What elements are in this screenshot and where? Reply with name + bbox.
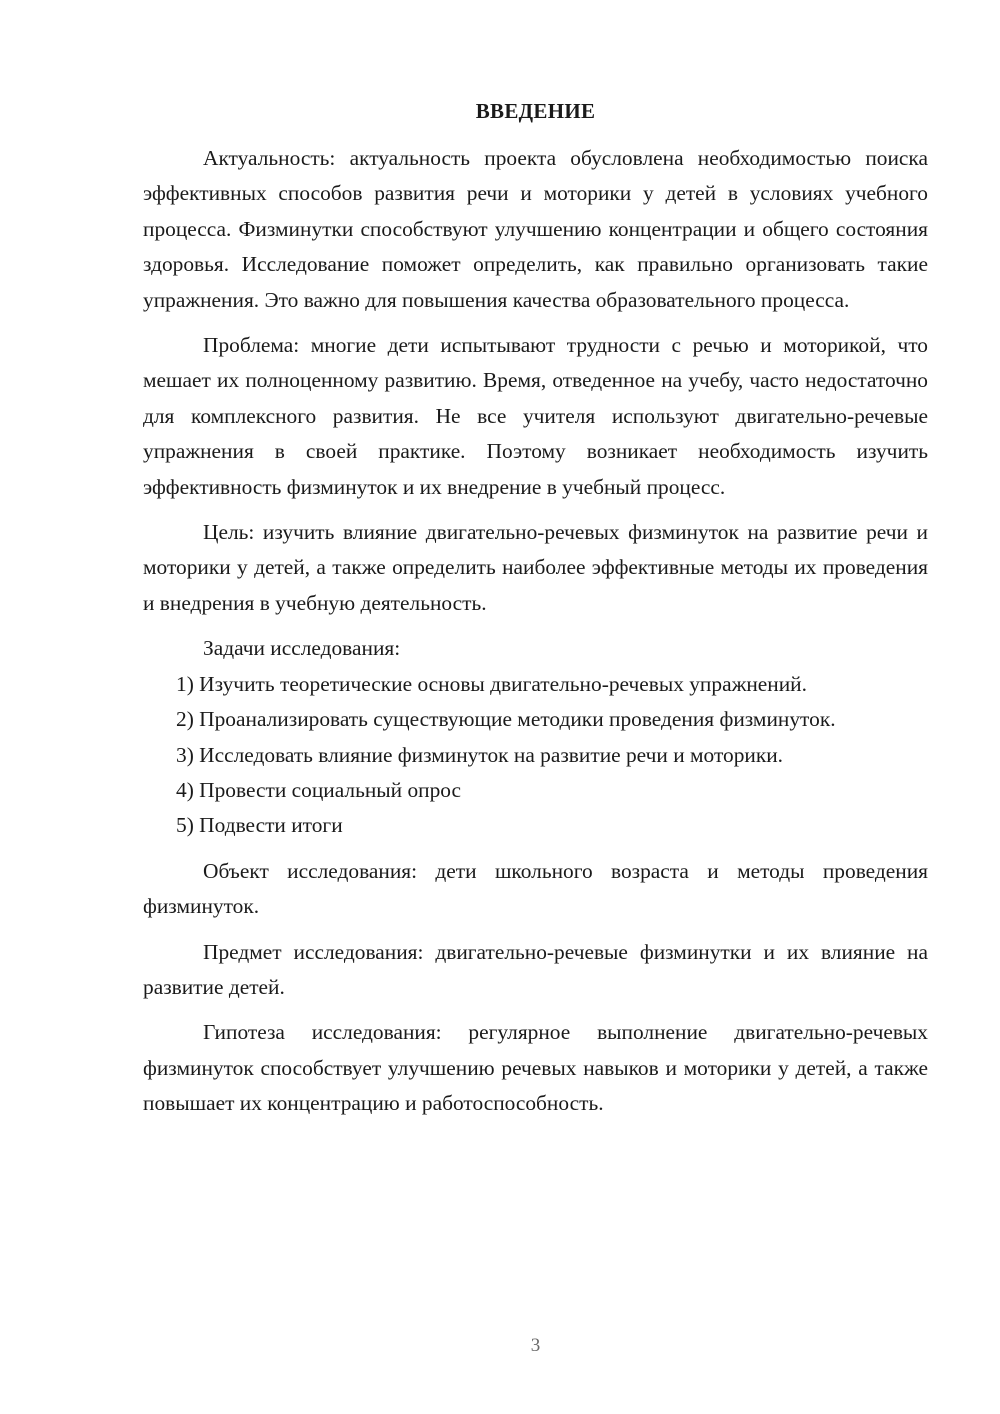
task-item-2: 2) Проанализировать существующие методики проведения физминуток.: [176, 707, 836, 732]
page-title: ВВЕДЕНИЕ: [475, 99, 596, 123]
document-page: [143, 0, 928, 1414]
document-body: [143, 141, 928, 1122]
paragraph-hypothesis: Гипотеза исследования: регулярное выполнение двигательно-речевых физминуток способствует улучшению речевых навыков и моторики у детей, а также повышает их концентрацию и работоспособность.: [143, 1020, 928, 1116]
paragraph-relevance: Актуальность: актуальность проекта обусловлена необходимостью поиска эффективных способов развития речи и моторики у детей в условиях учебного процесса. Физминутки способствуют улучшению концентрации и общего состояния здоровья. Исследование поможет определить, как правильно организовать такие упражнения. Это важно для повышения качества образовательного процесса.: [143, 146, 928, 312]
task-item-4: 4) Провести социальный опрос: [176, 777, 462, 802]
paragraph-problem: Проблема: многие дети испытывают трудности с речью и моторикой, что мешает их полноценному развитию. Время, отведенное на учебу, часто недостаточно для комплексного развития. Не все учителя используют двигательно-речевые упражнения в своей практике. Поэтому возникает необходимость изучить эффективность физминуток и их внедрение в учебный процесс.: [143, 333, 928, 499]
paragraph-subject: Предмет исследования: двигательно-речевые физминутки и их влияние на развитие детей.: [143, 939, 928, 999]
tasks-heading: Задачи исследования:: [203, 636, 401, 661]
task-item-3: 3) Исследовать влияние физминуток на развитие речи и моторики.: [176, 742, 784, 767]
task-item-5: 5) Подвести итоги: [176, 813, 343, 838]
page-number: 3: [530, 1335, 541, 1356]
task-item-1: 1) Изучить теоретические основы двигательно-речевых упражнений.: [176, 671, 807, 696]
paragraph-object: Объект исследования: дети школьного возраста и методы проведения физминуток.: [143, 858, 928, 919]
paragraph-goal: Цель: изучить влияние двигательно-речевых физминуток на развитие речи и моторики у детей, а также определить наиболее эффективные методы их проведения и внедрения в учебную деятельность.: [143, 520, 928, 615]
